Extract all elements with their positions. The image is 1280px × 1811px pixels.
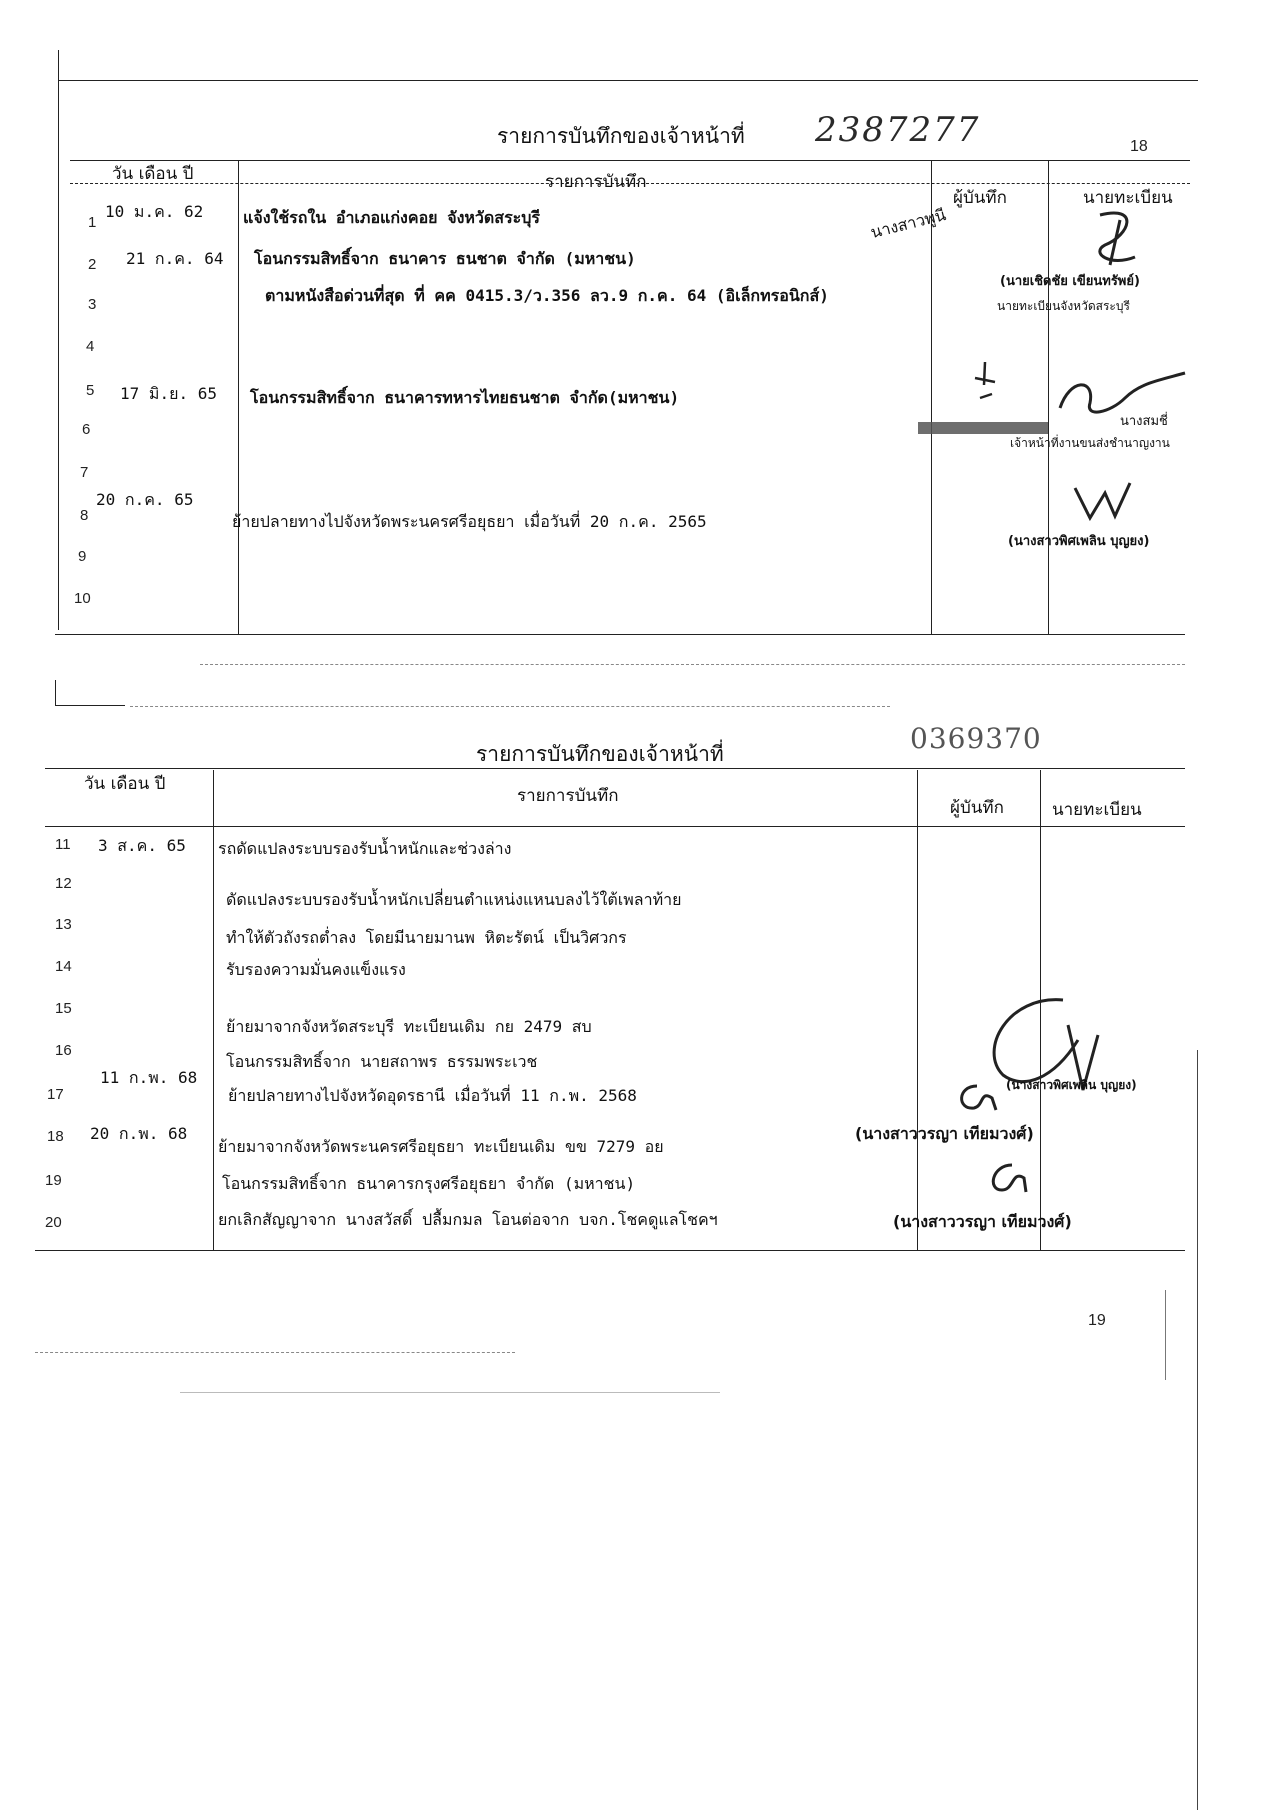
lower-entry-text: ยกเลิกสัญญาจาก นางสวัสดิ์ ปลื้มกมล โอนต่อจาก บจก.โชคดูแลโชคฯ xyxy=(218,1210,718,1229)
lower-header-recorder: ผู้บันทึก xyxy=(950,798,1004,818)
lower-recorder-signature-2 xyxy=(982,1160,1032,1200)
lower-row-number: 17 xyxy=(47,1086,64,1103)
lower-entry-text: โอนกรรมสิทธิ์จาก นายสถาพร ธรรมพระเวช xyxy=(226,1052,538,1071)
scan-right-edge xyxy=(1197,1050,1198,1810)
upper-entry-date: 21 ก.ค. 64 xyxy=(126,249,224,268)
upper-registrar-signature xyxy=(1080,205,1150,275)
lower-handwritten-number: 0369370 xyxy=(910,722,1042,755)
lower-row-number: 11 xyxy=(55,836,71,853)
lower-entry-text: รับรองความมั่นคงแข็งแรง xyxy=(226,960,406,979)
upper-registrar-name-3: (นางสาวพิศเพลิน บุญยง) xyxy=(1008,534,1150,549)
lower-header-date: วัน เดือน ปี xyxy=(84,774,166,794)
lower-page-title: รายการบันทึกของเจ้าหน้าที่ xyxy=(476,742,724,766)
lower-bottom-line xyxy=(35,1250,1185,1251)
upper-entry-text: โอนกรรมสิทธิ์จาก ธนาคาร ธนชาต จำกัด (มหาชน) xyxy=(254,249,636,268)
upper-row-number: 1 xyxy=(88,214,97,231)
upper-col-line-3 xyxy=(1048,160,1049,635)
upper-handwritten-number: 2387277 xyxy=(815,110,981,150)
upper-entry-date: 17 มิ.ย. 65 xyxy=(120,384,217,403)
upper-entry-text: โอนกรรมสิทธิ์จาก ธนาคารทหารไทยธนชาต จำกัด(มหาชน) xyxy=(250,388,680,407)
upper-scan-edge xyxy=(200,664,1185,665)
lower-scan-edge-2 xyxy=(180,1392,720,1393)
upper-bottom-line xyxy=(55,634,1185,635)
lower-row-number: 20 xyxy=(45,1214,62,1231)
lower-entry-text: ย้ายมาจากจังหวัดสระบุรี ทะเบียนเดิม กย 2479 สบ xyxy=(226,1017,592,1036)
upper-recorder-signature-2 xyxy=(970,360,1000,405)
lower-entry-text: ย้ายปลายทางไปจังหวัดอุดรธานี เมื่อวันที่ 11 ก.พ. 2568 xyxy=(228,1086,637,1105)
lower-col-line-2 xyxy=(917,770,918,1250)
lower-entry-text: ทำให้ตัวถังรถต่ำลง โดยมีนายมานพ หิตะรัตน์ เป็นวิศวกร xyxy=(226,928,627,947)
upper-left-edge xyxy=(58,50,59,630)
upper-header-recorder: ผู้บันทึก xyxy=(953,188,1007,208)
lower-recorder-name-1: (นางสาววรญา เทียมวงศ์) xyxy=(855,1124,1034,1143)
lower-right-edge xyxy=(1165,1290,1166,1380)
lower-row-number: 16 xyxy=(55,1042,72,1059)
lower-header-record: รายการบันทึก xyxy=(517,786,619,806)
lower-row-number: 12 xyxy=(55,875,72,892)
upper-registrar-signature-3 xyxy=(1070,478,1140,528)
lower-scan-edge-1 xyxy=(35,1352,515,1353)
upper-page-number: 18 xyxy=(1130,138,1148,155)
upper-header-record: รายการบันทึก xyxy=(545,172,647,192)
upper-row-number: 3 xyxy=(88,296,97,313)
lower-entry-date: 3 ส.ค. 65 xyxy=(98,836,186,855)
upper-entry-text: ตามหนังสือด่วนที่สุด ที่ คค 0415.3/ว.356 ลว.9 ก.ค. 64 (อิเล็กทรอนิกส์) xyxy=(265,286,829,305)
upper-header-registrar: นายทะเบียน xyxy=(1083,188,1173,208)
lower-row-number: 13 xyxy=(55,916,72,933)
lower-entry-text: ย้ายมาจากจังหวัดพระนครศรีอยุธยา ทะเบียนเดิม ขข 7279 อย xyxy=(218,1137,664,1156)
upper-row-number: 7 xyxy=(80,464,89,481)
upper-registrar-name: (นายเชิดชัย เขียนทรัพย์) xyxy=(1000,274,1140,289)
lower-row-number: 18 xyxy=(47,1128,64,1145)
lower-registrar-name: (นางสาวพิศเพลิน บุญยง) xyxy=(1006,1078,1137,1092)
lower-header-registrar: นายทะเบียน xyxy=(1052,800,1142,820)
upper-officer-name: นางสมชี่ xyxy=(1120,414,1168,429)
upper-entry-text: ย้ายปลายทางไปจังหวัดพระนครศรีอยุธยา เมื่อวันที่ 20 ก.ค. 2565 xyxy=(232,512,707,531)
upper-entry-date: 20 ก.ค. 65 xyxy=(96,490,194,509)
lower-top-border xyxy=(55,705,125,706)
upper-header-date: วัน เดือน ปี xyxy=(112,164,194,184)
lower-entry-date: 20 ก.พ. 68 xyxy=(90,1124,188,1143)
lower-entry-text: รถดัดแปลงระบบรองรับน้ำหนักและช่วงล่าง xyxy=(218,839,512,858)
upper-top-border xyxy=(58,80,1198,81)
lower-scan-dust xyxy=(130,706,890,707)
upper-blurred-stamp xyxy=(918,422,1048,434)
lower-left-edge xyxy=(55,680,56,706)
lower-header-top-line xyxy=(45,768,1185,769)
lower-entry-text: ดัดแปลงระบบรองรับน้ำหนักเปลี่ยนตำแหน่งแหนบลงไว้ใต้เพลาท้าย xyxy=(226,890,682,909)
lower-col-line-1 xyxy=(213,770,214,1250)
lower-row-number: 19 xyxy=(45,1172,62,1189)
upper-col-line-1 xyxy=(238,160,239,635)
upper-row-number: 6 xyxy=(82,421,91,438)
lower-row-number: 15 xyxy=(55,1000,72,1017)
upper-row-number: 10 xyxy=(74,590,91,607)
upper-row-number: 5 xyxy=(86,382,95,399)
upper-entry-text: แจ้งใช้รถใน อำเภอแก่งคอย จังหวัดสระบุรี xyxy=(243,208,540,227)
lower-entry-date: 11 ก.พ. 68 xyxy=(100,1068,198,1087)
upper-row-number: 4 xyxy=(86,338,95,355)
upper-row-number: 8 xyxy=(80,507,89,524)
lower-entry-text: โอนกรรมสิทธิ์จาก ธนาคารกรุงศรีอยุธยา จำกัด (มหาชน) xyxy=(222,1174,636,1193)
upper-officer-title: เจ้าหน้าที่งานขนส่งชำนาญงาน xyxy=(1010,436,1170,450)
upper-row-number: 2 xyxy=(88,256,97,273)
upper-registrar-title: นายทะเบียนจังหวัดสระบุรี xyxy=(997,299,1130,313)
lower-page-number: 19 xyxy=(1088,1312,1106,1329)
upper-row-number: 9 xyxy=(78,548,87,565)
upper-recorder-stamp: นางสาวพูนี xyxy=(868,205,948,243)
upper-entry-date: 10 ม.ค. 62 xyxy=(105,202,204,221)
lower-header-bottom-line xyxy=(45,826,1185,827)
lower-recorder-name-2: (นางสาววรญา เทียมวงศ์) xyxy=(893,1212,1072,1231)
lower-row-number: 14 xyxy=(55,958,72,975)
upper-page-title: รายการบันทึกของเจ้าหน้าที่ xyxy=(497,124,745,148)
lower-recorder-signature-1 xyxy=(952,1078,1002,1118)
